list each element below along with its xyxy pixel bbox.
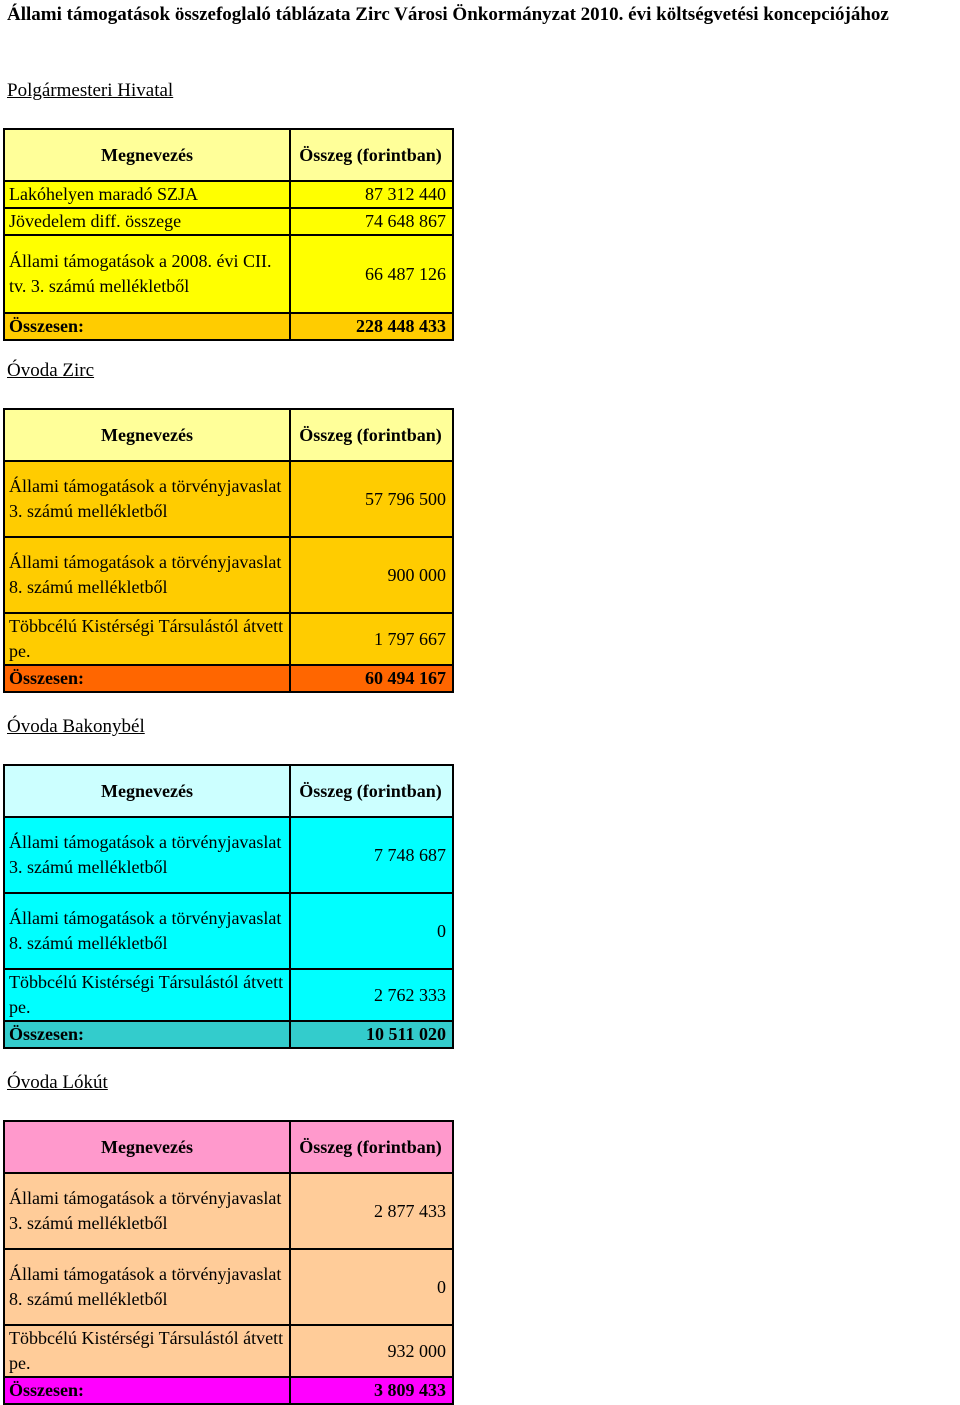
row-name-cell: Állami támogatások a törvényjavaslat 8. számú mellékletből [4,1249,290,1325]
row-amount-cell: 0 [290,1249,453,1325]
table-row [4,613,453,665]
section-title-ovoda-zirc: Óvoda Zirc [7,360,95,381]
table-header-row [4,1121,453,1173]
row-name-cell: Állami támogatások a törvényjavaslat 3. számú mellékletből [4,461,290,537]
table-total-row [4,313,453,340]
table-polgarmesteri-hivatal [3,128,454,341]
total-amount-cell: 10 511 020 [290,1021,453,1048]
header-amount-cell: Összeg (forintban) [290,129,453,181]
row-name-cell: Állami támogatások a törvényjavaslat 3. számú mellékletből [4,817,290,893]
table-header-row [4,129,453,181]
table-row [4,1325,453,1377]
table-total-row [4,1021,453,1048]
total-amount-cell: 60 494 167 [290,665,453,692]
row-name-cell: Állami támogatások a 2008. évi CII. tv. 3. számú mellékletből [4,235,290,313]
header-amount-cell: Összeg (forintban) [290,1121,453,1173]
row-name-cell: Lakóhelyen maradó SZJA [4,181,290,208]
table-row [4,181,453,208]
section-title-ovoda-lokut: Óvoda Lókút [7,1072,108,1093]
table-ovoda-zirc [3,408,454,693]
total-label-cell: Összesen: [4,1377,290,1404]
row-amount-cell: 1 797 667 [290,613,453,665]
row-amount-cell: 0 [290,893,453,969]
row-name-cell: Állami támogatások a törvényjavaslat 8. számú mellékletből [4,537,290,613]
total-label-cell: Összesen: [4,313,290,340]
table-row [4,817,453,893]
total-amount-cell: 228 448 433 [290,313,453,340]
row-amount-cell: 7 748 687 [290,817,453,893]
row-name-cell: Állami támogatások a törvényjavaslat 8. számú mellékletből [4,893,290,969]
section-title-polgarmesteri-hivatal: Polgármesteri Hivatal [7,80,174,101]
row-name-cell: Állami támogatások a törvényjavaslat 3. számú mellékletből [4,1173,290,1249]
row-amount-cell: 932 000 [290,1325,453,1377]
header-name-cell: Megnevezés [4,129,290,181]
header-name-cell: Megnevezés [4,765,290,817]
total-amount-cell: 3 809 433 [290,1377,453,1404]
table-row [4,235,453,313]
table-row [4,1173,453,1249]
row-name-cell: Többcélú Kistérségi Társulástól átvett pe. [4,969,290,1021]
header-name-cell: Megnevezés [4,409,290,461]
row-amount-cell: 66 487 126 [290,235,453,313]
table-header-row [4,409,453,461]
total-label-cell: Összesen: [4,1021,290,1048]
table-row [4,1249,453,1325]
row-amount-cell: 2 877 433 [290,1173,453,1249]
section-title-ovoda-bakonybel: Óvoda Bakonybél [7,716,145,737]
table-row [4,208,453,235]
row-amount-cell: 2 762 333 [290,969,453,1021]
table-row [4,537,453,613]
table-row [4,893,453,969]
table-header-row [4,765,453,817]
row-amount-cell: 900 000 [290,537,453,613]
row-name-cell: Jövedelem diff. összege [4,208,290,235]
table-total-row [4,1377,453,1404]
row-name-cell: Többcélú Kistérségi Társulástól átvett pe. [4,613,290,665]
row-name-cell: Többcélú Kistérségi Társulástól átvett pe. [4,1325,290,1377]
document-title: Állami támogatások összefoglaló táblázata Zirc Városi Önkormányzat 2010. évi költségvetési koncepciójához [7,4,889,25]
row-amount-cell: 57 796 500 [290,461,453,537]
table-ovoda-lokut [3,1120,454,1405]
table-total-row [4,665,453,692]
total-label-cell: Összesen: [4,665,290,692]
header-amount-cell: Összeg (forintban) [290,765,453,817]
table-ovoda-bakonybel [3,764,454,1049]
header-amount-cell: Összeg (forintban) [290,409,453,461]
table-row [4,969,453,1021]
table-row [4,461,453,537]
header-name-cell: Megnevezés [4,1121,290,1173]
row-amount-cell: 87 312 440 [290,181,453,208]
row-amount-cell: 74 648 867 [290,208,453,235]
